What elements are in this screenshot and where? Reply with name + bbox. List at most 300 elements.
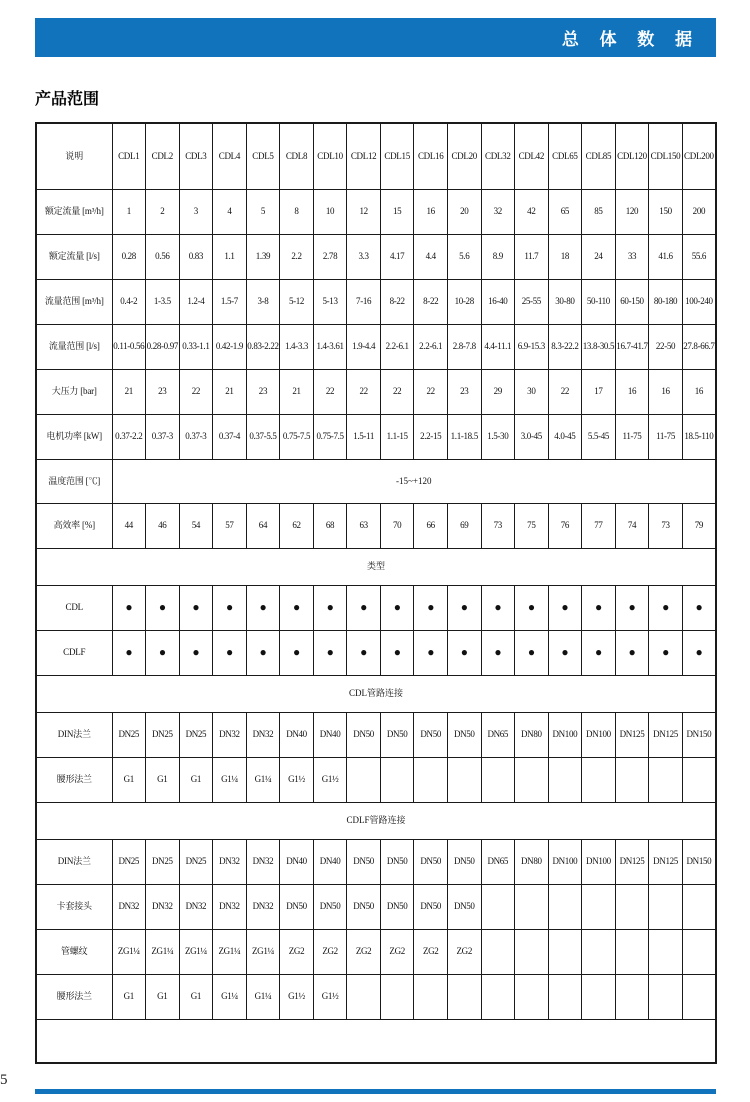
table-cell: DN50 <box>447 839 481 884</box>
table-cell: DN65 <box>481 839 515 884</box>
table-cell: 0.28 <box>112 234 146 279</box>
table-cell: 0.56 <box>146 234 180 279</box>
table-cell <box>515 884 549 929</box>
table-cell: DN50 <box>380 712 414 757</box>
table-row <box>36 712 716 757</box>
table-cell: DN100 <box>582 839 616 884</box>
table-cell: 30-80 <box>548 279 582 324</box>
table-cell: 1.2-4 <box>179 279 213 324</box>
table-cell: 5.5-45 <box>582 414 616 459</box>
table-cell: 25-55 <box>515 279 549 324</box>
table-cell: 30 <box>515 369 549 414</box>
table-cell: G1¼ <box>213 974 247 1019</box>
empty-row-cell <box>36 1019 716 1063</box>
table-cell: ● <box>548 630 582 675</box>
table-cell: 22 <box>548 369 582 414</box>
table-cell: ● <box>615 585 649 630</box>
table-cell: 16 <box>414 189 448 234</box>
table-cell: ● <box>213 630 247 675</box>
table-cell: 63 <box>347 503 381 548</box>
table-cell: G1½ <box>280 974 314 1019</box>
row-label: 温度范围 [℃] <box>36 459 112 503</box>
table-cell: DN40 <box>280 839 314 884</box>
table-cell <box>682 757 716 802</box>
table-cell <box>515 974 549 1019</box>
table-cell <box>380 757 414 802</box>
section-label: CDLF管路连接 <box>36 802 716 839</box>
table-cell: DN50 <box>447 884 481 929</box>
table-cell: DN50 <box>414 712 448 757</box>
table-cell: ● <box>447 585 481 630</box>
column-header: CDL20 <box>447 123 481 189</box>
column-header: CDL16 <box>414 123 448 189</box>
table-cell: ● <box>615 630 649 675</box>
table-cell: 74 <box>615 503 649 548</box>
row-label: 电机功率 [kW] <box>36 414 112 459</box>
table-cell: ● <box>246 630 280 675</box>
table-cell: 2.2-15 <box>414 414 448 459</box>
table-row <box>36 369 716 414</box>
table-cell: 0.28-0.97 <box>146 324 180 369</box>
table-cell: 68 <box>313 503 347 548</box>
column-header: CDL32 <box>481 123 515 189</box>
table-cell <box>347 974 381 1019</box>
table-cell: DN40 <box>313 839 347 884</box>
table-row <box>36 503 716 548</box>
table-cell <box>615 757 649 802</box>
table-cell: 8.3-22.2 <box>548 324 582 369</box>
table-row <box>36 414 716 459</box>
product-range-table <box>35 122 717 1064</box>
table-cell: 1.5-11 <box>347 414 381 459</box>
table-cell: 2.2-6.1 <box>380 324 414 369</box>
table-cell: DN50 <box>347 712 381 757</box>
table-cell: ZG2 <box>447 929 481 974</box>
table-cell: 22-50 <box>649 324 683 369</box>
table-cell: 1.4-3.61 <box>313 324 347 369</box>
page-number: 5 <box>0 1072 8 1088</box>
table-cell: DN125 <box>649 712 683 757</box>
table-cell: DN50 <box>414 884 448 929</box>
table-cell <box>515 757 549 802</box>
column-header: CDL3 <box>179 123 213 189</box>
table-cell: 22 <box>347 369 381 414</box>
table-cell: ● <box>112 585 146 630</box>
table-cell: 7-16 <box>347 279 381 324</box>
table-row <box>36 585 716 630</box>
table-cell: 22 <box>380 369 414 414</box>
table-cell: DN32 <box>179 884 213 929</box>
table-cell: 21 <box>112 369 146 414</box>
table-cell: 12 <box>347 189 381 234</box>
table-cell: G1½ <box>313 757 347 802</box>
table-cell: 0.37-5.5 <box>246 414 280 459</box>
table-cell <box>582 929 616 974</box>
table-cell: ZG2 <box>313 929 347 974</box>
table-cell <box>649 884 683 929</box>
table-cell: 33 <box>615 234 649 279</box>
table-cell: DN32 <box>246 884 280 929</box>
table-cell: 16 <box>649 369 683 414</box>
table-cell <box>447 974 481 1019</box>
table-cell: DN50 <box>313 884 347 929</box>
table-cell: 3 <box>179 189 213 234</box>
banner-title: 总 体 数 据 <box>561 30 700 49</box>
row-label: CDLF <box>36 630 112 675</box>
table-cell: G1½ <box>313 974 347 1019</box>
table-cell: 65 <box>548 189 582 234</box>
table-cell: 69 <box>447 503 481 548</box>
table-cell: DN150 <box>682 839 716 884</box>
table-cell: 10-28 <box>447 279 481 324</box>
table-cell: 0.4-2 <box>112 279 146 324</box>
table-cell: 79 <box>682 503 716 548</box>
table-cell: DN32 <box>246 839 280 884</box>
table-cell: 10 <box>313 189 347 234</box>
table-cell: 60-150 <box>615 279 649 324</box>
table-cell <box>380 974 414 1019</box>
table-cell: DN100 <box>548 712 582 757</box>
product-table-container <box>35 122 717 1064</box>
table-row <box>36 839 716 884</box>
table-cell: 13.8-30.5 <box>582 324 616 369</box>
table-cell: 3.0-45 <box>515 414 549 459</box>
table-cell <box>548 884 582 929</box>
table-header-row <box>36 123 716 189</box>
table-cell: ● <box>280 630 314 675</box>
table-cell: 46 <box>146 503 180 548</box>
table-cell: 17 <box>582 369 616 414</box>
table-cell: 1.1 <box>213 234 247 279</box>
table-cell: 2.2-6.1 <box>414 324 448 369</box>
table-cell: 27.8-66.7 <box>682 324 716 369</box>
table-cell: G1¼ <box>213 757 247 802</box>
column-header: CDL200 <box>682 123 716 189</box>
table-cell: 16 <box>615 369 649 414</box>
table-cell: G1½ <box>280 757 314 802</box>
table-cell: 0.75-7.5 <box>313 414 347 459</box>
table-cell: G1¼ <box>246 757 280 802</box>
table-cell: 18 <box>548 234 582 279</box>
table-cell: 1.1-15 <box>380 414 414 459</box>
table-cell: G1 <box>112 974 146 1019</box>
table-cell: 1.9-4.4 <box>347 324 381 369</box>
table-cell: DN32 <box>112 884 146 929</box>
table-cell: ZG1¼ <box>213 929 247 974</box>
table-cell: DN100 <box>582 712 616 757</box>
row-label: 腰形法兰 <box>36 757 112 802</box>
table-cell: 11-75 <box>615 414 649 459</box>
table-cell: 80-180 <box>649 279 683 324</box>
column-header: CDL65 <box>548 123 582 189</box>
table-cell: 21 <box>280 369 314 414</box>
row-label: 额定流量 [l/s] <box>36 234 112 279</box>
merged-value-cell: -15~+120 <box>112 459 716 503</box>
table-cell: DN25 <box>146 839 180 884</box>
table-cell: 64 <box>246 503 280 548</box>
table-cell: G1 <box>179 757 213 802</box>
table-cell <box>682 974 716 1019</box>
table-cell: ● <box>213 585 247 630</box>
table-row <box>36 929 716 974</box>
table-cell: ● <box>481 585 515 630</box>
table-cell: 8 <box>280 189 314 234</box>
table-cell: 5-12 <box>280 279 314 324</box>
table-cell: 1.1-18.5 <box>447 414 481 459</box>
table-cell: ● <box>414 630 448 675</box>
table-cell: DN100 <box>548 839 582 884</box>
table-cell: 0.42-1.9 <box>213 324 247 369</box>
footer-accent-bar <box>35 1089 716 1094</box>
table-cell: 55.6 <box>682 234 716 279</box>
table-cell: ● <box>112 630 146 675</box>
table-cell: 85 <box>582 189 616 234</box>
table-cell: 54 <box>179 503 213 548</box>
table-cell: DN125 <box>615 712 649 757</box>
table-cell: ● <box>313 585 347 630</box>
table-cell: DN32 <box>213 884 247 929</box>
table-cell: G1 <box>179 974 213 1019</box>
table-cell: ● <box>649 630 683 675</box>
table-row <box>36 548 716 585</box>
table-cell: 77 <box>582 503 616 548</box>
table-cell: 73 <box>481 503 515 548</box>
row-label: 管螺纹 <box>36 929 112 974</box>
table-cell <box>548 929 582 974</box>
table-cell: ● <box>246 585 280 630</box>
table-row <box>36 189 716 234</box>
table-cell: ● <box>414 585 448 630</box>
table-cell: 1-3.5 <box>146 279 180 324</box>
table-cell: 11.7 <box>515 234 549 279</box>
table-cell: 0.83-2.22 <box>246 324 280 369</box>
table-cell: ● <box>179 585 213 630</box>
table-row <box>36 675 716 712</box>
table-row <box>36 757 716 802</box>
column-header: CDL4 <box>213 123 247 189</box>
table-cell: ● <box>582 630 616 675</box>
table-cell: 4.17 <box>380 234 414 279</box>
table-cell <box>447 757 481 802</box>
table-cell: 8.9 <box>481 234 515 279</box>
table-cell: 24 <box>582 234 616 279</box>
table-cell: DN50 <box>447 712 481 757</box>
table-cell: 4.4-11.1 <box>481 324 515 369</box>
row-label: 卡套接头 <box>36 884 112 929</box>
table-cell: 0.37-3 <box>179 414 213 459</box>
table-cell: ZG1¼ <box>179 929 213 974</box>
table-cell: 73 <box>649 503 683 548</box>
table-cell: DN50 <box>280 884 314 929</box>
table-cell: 8-22 <box>380 279 414 324</box>
table-cell <box>481 929 515 974</box>
column-header: CDL2 <box>146 123 180 189</box>
table-cell: 2.8-7.8 <box>447 324 481 369</box>
table-cell: ● <box>515 585 549 630</box>
column-header: CDL8 <box>280 123 314 189</box>
table-cell: 16 <box>682 369 716 414</box>
table-cell <box>615 884 649 929</box>
table-cell: DN32 <box>146 884 180 929</box>
table-row <box>36 802 716 839</box>
row-label: 流量范围 [l/s] <box>36 324 112 369</box>
row-label: CDL <box>36 585 112 630</box>
table-cell <box>649 757 683 802</box>
table-cell <box>582 757 616 802</box>
table-cell: ZG1¼ <box>112 929 146 974</box>
row-label: 腰形法兰 <box>36 974 112 1019</box>
table-cell: ZG2 <box>347 929 381 974</box>
table-cell: ● <box>380 630 414 675</box>
table-cell: ● <box>649 585 683 630</box>
table-cell: 29 <box>481 369 515 414</box>
table-cell: 22 <box>179 369 213 414</box>
table-row <box>36 630 716 675</box>
table-cell: DN50 <box>347 839 381 884</box>
table-cell: 15 <box>380 189 414 234</box>
table-cell: 62 <box>280 503 314 548</box>
table-cell: G1¼ <box>246 974 280 1019</box>
table-cell: DN80 <box>515 839 549 884</box>
table-cell: DN25 <box>146 712 180 757</box>
table-cell: DN125 <box>615 839 649 884</box>
section-label: CDL管路连接 <box>36 675 716 712</box>
table-cell: DN25 <box>112 839 146 884</box>
table-cell: 4 <box>213 189 247 234</box>
table-cell: 0.33-1.1 <box>179 324 213 369</box>
table-cell: ● <box>280 585 314 630</box>
table-cell: 50-110 <box>582 279 616 324</box>
table-cell: 1.4-3.3 <box>280 324 314 369</box>
table-cell: ● <box>582 585 616 630</box>
table-cell: 150 <box>649 189 683 234</box>
table-cell: DN25 <box>179 839 213 884</box>
table-cell: ● <box>146 585 180 630</box>
table-cell: 2 <box>146 189 180 234</box>
table-cell: ● <box>682 630 716 675</box>
table-cell: 6.9-15.3 <box>515 324 549 369</box>
table-cell <box>682 884 716 929</box>
table-cell: 5.6 <box>447 234 481 279</box>
table-row <box>36 1019 716 1063</box>
table-cell: 0.75-7.5 <box>280 414 314 459</box>
table-row <box>36 884 716 929</box>
table-cell: ZG1¼ <box>246 929 280 974</box>
product-table-body <box>36 123 716 1063</box>
table-cell: 200 <box>682 189 716 234</box>
table-cell: 1.39 <box>246 234 280 279</box>
table-cell: ● <box>548 585 582 630</box>
table-cell: 1.5-30 <box>481 414 515 459</box>
table-cell: DN150 <box>682 712 716 757</box>
table-cell <box>582 974 616 1019</box>
table-cell: DN25 <box>179 712 213 757</box>
table-cell: ● <box>515 630 549 675</box>
table-cell: DN80 <box>515 712 549 757</box>
row-label: 高效率 [%] <box>36 503 112 548</box>
table-cell: DN50 <box>414 839 448 884</box>
section-title: 产品范围 <box>35 91 100 108</box>
column-header: CDL10 <box>313 123 347 189</box>
table-cell: DN40 <box>280 712 314 757</box>
table-cell: 0.11-0.56 <box>112 324 146 369</box>
table-cell: DN125 <box>649 839 683 884</box>
row-label: 额定流量 [m³/h] <box>36 189 112 234</box>
table-cell: ● <box>347 630 381 675</box>
column-header: CDL5 <box>246 123 280 189</box>
table-cell: ZG1¼ <box>146 929 180 974</box>
row-label: 说明 <box>36 123 112 189</box>
table-cell: G1 <box>112 757 146 802</box>
table-cell: 70 <box>380 503 414 548</box>
table-cell: 75 <box>515 503 549 548</box>
table-cell: ZG2 <box>280 929 314 974</box>
table-cell: 120 <box>615 189 649 234</box>
table-cell: 4.4 <box>414 234 448 279</box>
table-row <box>36 974 716 1019</box>
table-cell <box>682 929 716 974</box>
table-cell: ● <box>682 585 716 630</box>
column-header: CDL150 <box>649 123 683 189</box>
table-cell: ● <box>347 585 381 630</box>
table-cell: DN40 <box>313 712 347 757</box>
table-cell: G1 <box>146 757 180 802</box>
table-cell: 100-240 <box>682 279 716 324</box>
row-label: DIN法兰 <box>36 712 112 757</box>
table-cell: DN32 <box>213 712 247 757</box>
table-cell: 3.3 <box>347 234 381 279</box>
table-cell: DN65 <box>481 712 515 757</box>
column-header: CDL1 <box>112 123 146 189</box>
table-cell <box>548 974 582 1019</box>
table-cell: DN50 <box>380 839 414 884</box>
table-cell: 22 <box>313 369 347 414</box>
table-cell: DN32 <box>246 712 280 757</box>
table-cell: 1.5-7 <box>213 279 247 324</box>
table-cell <box>414 757 448 802</box>
table-cell: 42 <box>515 189 549 234</box>
table-cell: 23 <box>146 369 180 414</box>
table-cell: ● <box>447 630 481 675</box>
table-cell: 66 <box>414 503 448 548</box>
table-cell: 20 <box>447 189 481 234</box>
table-cell: ● <box>146 630 180 675</box>
row-label: DIN法兰 <box>36 839 112 884</box>
table-cell: 57 <box>213 503 247 548</box>
table-cell: DN32 <box>213 839 247 884</box>
table-cell <box>481 884 515 929</box>
section-label: 类型 <box>36 548 716 585</box>
table-cell <box>347 757 381 802</box>
column-header: CDL120 <box>615 123 649 189</box>
table-cell: ● <box>481 630 515 675</box>
column-header: CDL12 <box>347 123 381 189</box>
column-header: CDL15 <box>380 123 414 189</box>
table-cell: 8-22 <box>414 279 448 324</box>
table-cell <box>615 929 649 974</box>
table-cell <box>481 757 515 802</box>
table-cell: 2.78 <box>313 234 347 279</box>
table-cell: 21 <box>213 369 247 414</box>
table-cell: 22 <box>414 369 448 414</box>
table-cell: 5-13 <box>313 279 347 324</box>
table-cell: 44 <box>112 503 146 548</box>
table-cell: 16-40 <box>481 279 515 324</box>
header-banner <box>35 18 716 57</box>
table-cell <box>649 974 683 1019</box>
table-cell: 1 <box>112 189 146 234</box>
table-cell: DN25 <box>112 712 146 757</box>
